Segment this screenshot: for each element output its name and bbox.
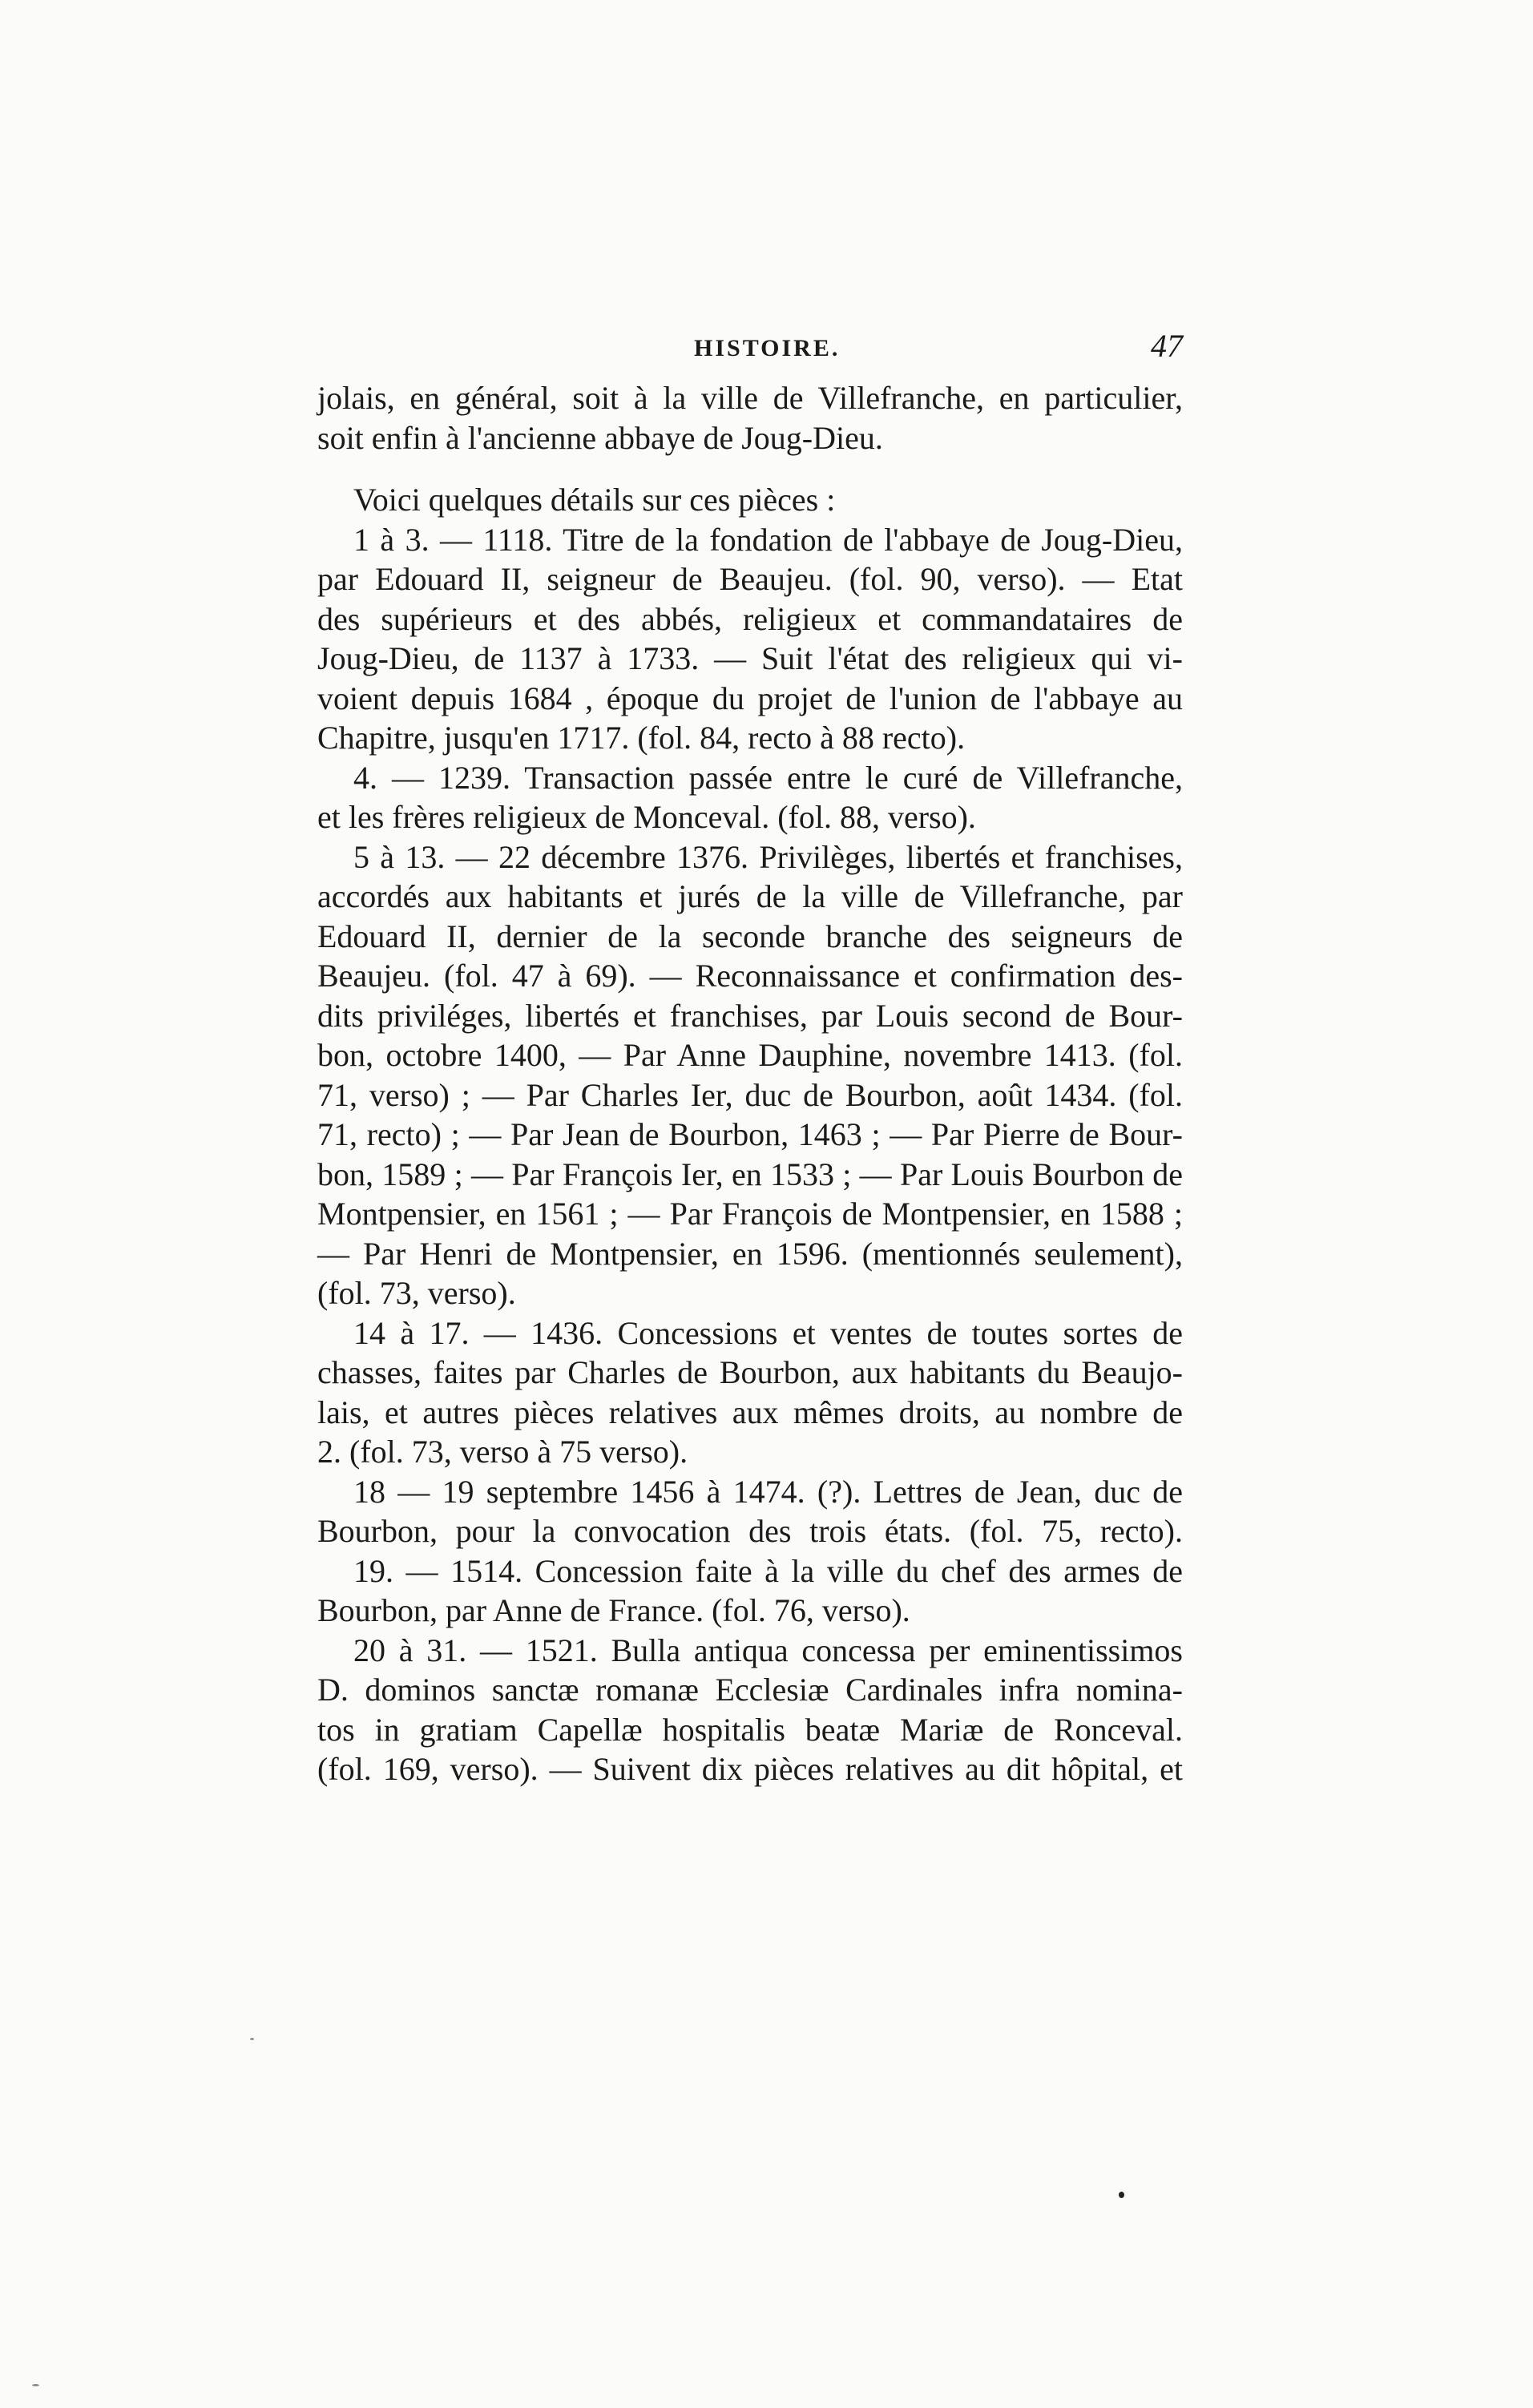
paragraph-gap <box>317 458 1183 480</box>
ink-speck <box>250 2038 254 2040</box>
text-line: voient depuis 1684 , époque du projet de l'union de l'abbaye au <box>317 680 1183 716</box>
text-line: 19. — 1514. Concession faite à la ville du chef des armes de <box>353 1552 1183 1589</box>
text-line: 4. — 1239. Transaction passée entre le curé de Villefranche, <box>353 759 1183 796</box>
text-line: lais, et autres pièces relatives aux mêmes droits, au nombre de <box>317 1394 1183 1430</box>
page-body <box>317 378 1183 1789</box>
text-line: 14 à 17. — 1436. Concessions et ventes de toutes sortes de <box>353 1314 1183 1351</box>
ink-speck <box>1119 2192 1124 2198</box>
text-line: tos in gratiam Capellæ hospitalis beatæ Mariæ de Ronceval. <box>317 1711 1183 1748</box>
running-title: HISTOIRE. <box>694 335 841 361</box>
text-line: 18 — 19 septembre 1456 à 1474. (?). Lettres de Jean, duc de <box>353 1473 1183 1510</box>
text-line: 5 à 13. — 22 décembre 1376. Privilèges, libertés et franchises, <box>353 838 1183 875</box>
ink-speck <box>32 2384 39 2386</box>
text-line: accordés aux habitants et jurés de la ville de Villefranche, par <box>317 878 1183 914</box>
text-line: — Par Henri de Montpensier, en 1596. (mentionnés seulement), <box>317 1235 1183 1272</box>
text-line: Montpensier, en 1561 ; — Par François de Montpensier, en 1588 ; <box>317 1196 1183 1232</box>
text-line: des supérieurs et des abbés, religieux et commandataires de <box>317 600 1183 637</box>
text-line: Bourbon, pour la convocation des trois états. (fol. 75, recto). <box>317 1513 1183 1549</box>
text-line: Joug-Dieu, de 1137 à 1733. — Suit l'état des religieux qui vi- <box>317 640 1183 676</box>
text-line: 71, verso) ; — Par Charles Ier, duc de Bourbon, août 1434. (fol. <box>317 1076 1183 1113</box>
text-line: Bourbon, par Anne de France. (fol. 76, verso). <box>317 1592 910 1628</box>
text-line: (fol. 169, verso). — Suivent dix pièces relatives au dit hôpital, et <box>317 1751 1183 1787</box>
text-line: 2. (fol. 73, verso à 75 verso). <box>317 1434 688 1470</box>
text-line: bon, 1589 ; — Par François Ier, en 1533 ; — Par Louis Bourbon de <box>317 1156 1183 1192</box>
text-line: 1 à 3. — 1118. Titre de la fondation de l'abbaye de Joug-Dieu, <box>353 521 1183 558</box>
text-line: D. dominos sanctæ romanæ Ecclesiæ Cardinales infra nomina- <box>317 1672 1183 1708</box>
text-line: chasses, faites par Charles de Bourbon, aux habitants du Beaujo- <box>317 1354 1183 1390</box>
text-line: Voici quelques détails sur ces pièces : <box>353 482 836 518</box>
text-line: (fol. 73, verso). <box>317 1275 516 1311</box>
text-line: par Edouard II, seigneur de Beaujeu. (fol. 90, verso). — Etat <box>317 561 1183 597</box>
page-number: 47 <box>1151 328 1183 364</box>
text-line: Beaujeu. (fol. 47 à 69). — Reconnaissance et confirmation des- <box>317 958 1183 994</box>
page-header <box>317 327 1183 375</box>
text-line: jolais, en général, soit à la ville de Villefranche, en particulier, <box>317 380 1183 416</box>
text-line: 20 à 31. — 1521. Bulla antiqua concessa per eminentissimos <box>353 1632 1183 1668</box>
text-line: Chapitre, jusqu'en 1717. (fol. 84, recto à 88 recto). <box>317 720 966 756</box>
text-line: dits priviléges, libertés et franchises, par Louis second de Bour- <box>317 997 1183 1034</box>
text-line: bon, octobre 1400, — Par Anne Dauphine, novembre 1413. (fol. <box>317 1037 1183 1073</box>
text-line: 71, recto) ; — Par Jean de Bourbon, 1463 ; — Par Pierre de Bour- <box>317 1116 1183 1152</box>
text-line: et les frères religieux de Monceval. (fol. 88, verso). <box>317 799 976 835</box>
text-line: Edouard II, dernier de la seconde branche des seigneurs de <box>317 918 1183 954</box>
text-line: soit enfin à l'ancienne abbaye de Joug-Dieu. <box>317 419 883 456</box>
